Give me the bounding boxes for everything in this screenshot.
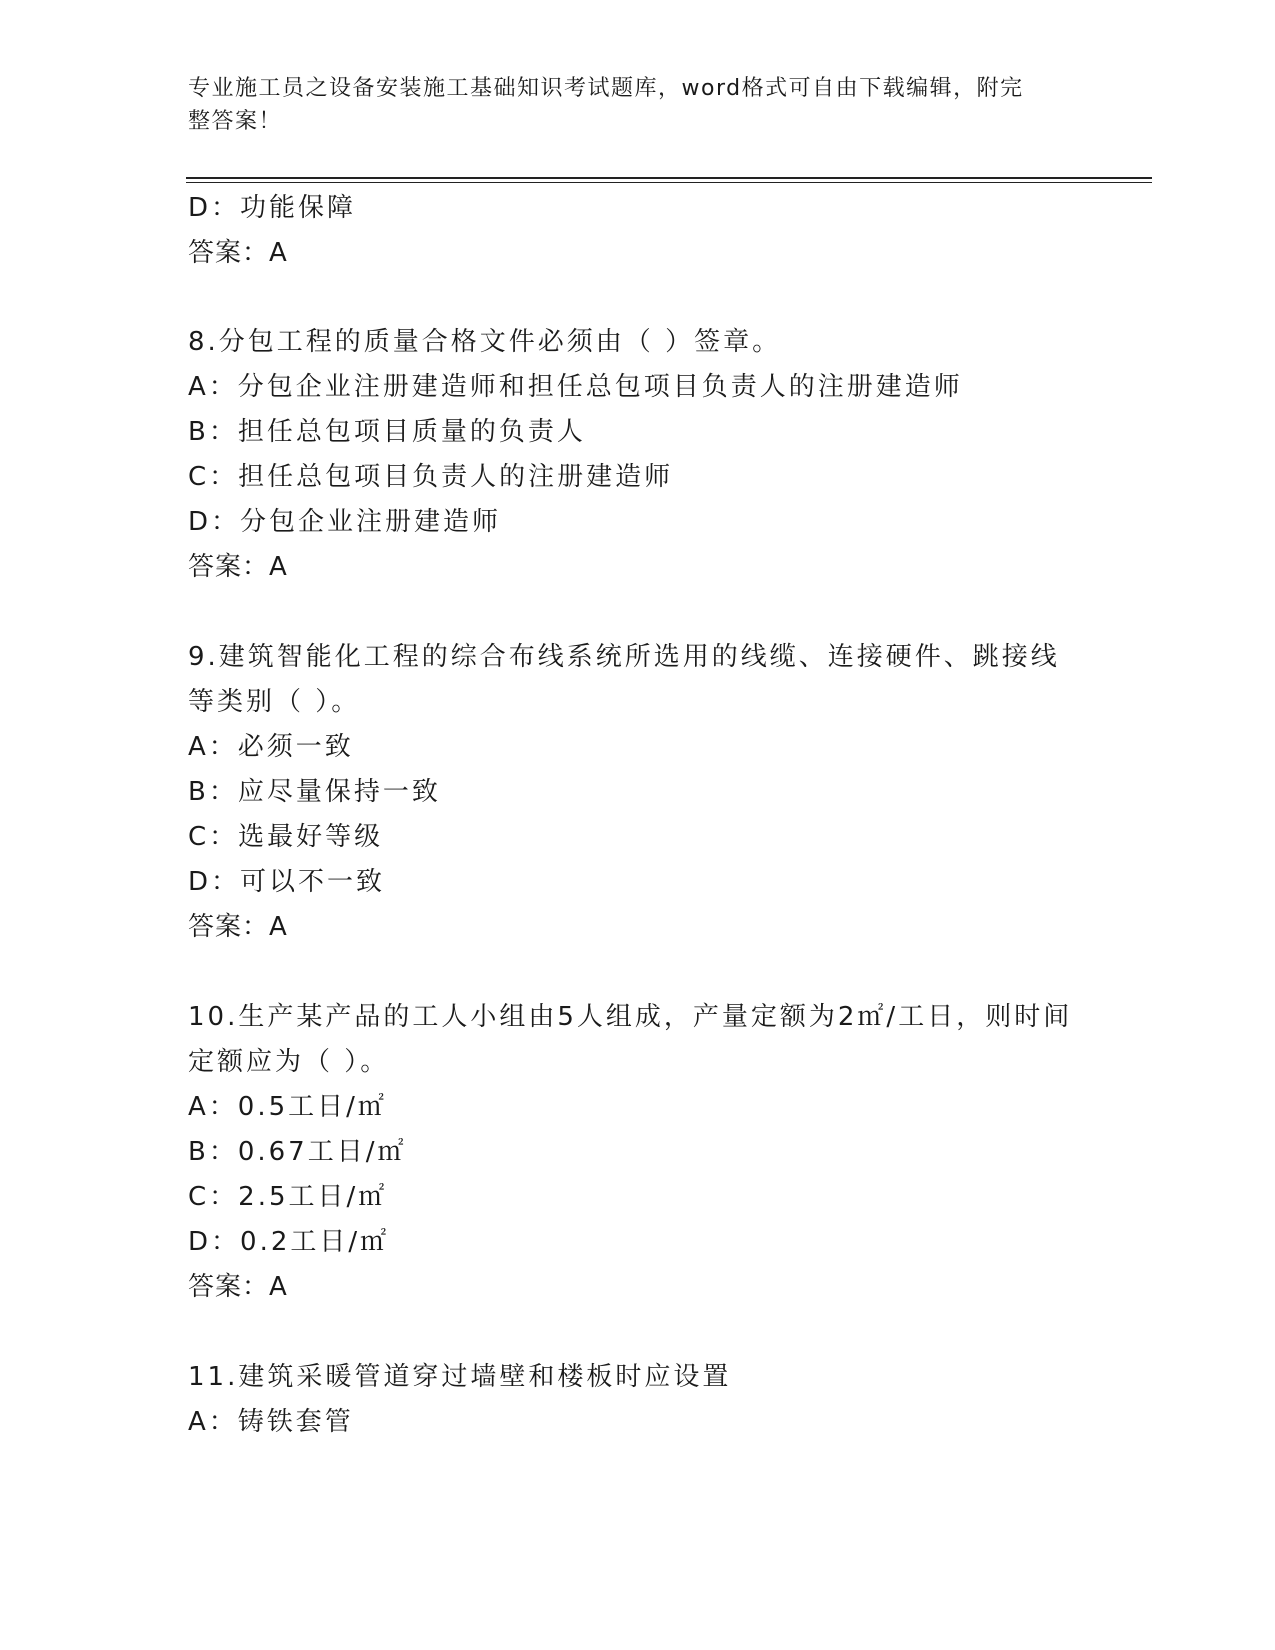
option-b: B：担任总包项目质量的负责人 (188, 417, 586, 447)
option-a: A：必须一致 (188, 732, 354, 762)
question-9-cont: 等类别（ ）。 (188, 687, 361, 717)
question-8: 8.分包工程的质量合格文件必须由（ ）签章。 (188, 327, 782, 357)
option-a: A：铸铁套管 (188, 1407, 354, 1437)
option-c: C：2.5工日/㎡ (188, 1182, 388, 1212)
option-b: B：0.67工日/㎡ (188, 1137, 407, 1167)
option-c: C：选最好等级 (188, 822, 384, 852)
question-10-cont: 定额应为（ ）。 (188, 1047, 390, 1077)
header-line-2: 整答案！ (188, 109, 283, 134)
header-divider-thick (186, 177, 1152, 179)
option-d: D：分包企业注册建造师 (188, 507, 502, 537)
question-10: 10.生产某产品的工人小组由5人组成，产量定额为2㎡/工日，则时间 (188, 1002, 1073, 1032)
header-line-1: 专业施工员之设备安装施工基础知识考试题库，word格式可自由下载编辑，附完 (188, 76, 1024, 101)
question-11: 11.建筑采暖管道穿过墙壁和楼板时应设置 (188, 1362, 732, 1392)
answer-line: 答案：A (188, 238, 288, 268)
answer-line: 答案：A (188, 552, 288, 582)
option-a: A：分包企业注册建造师和担任总包项目负责人的注册建造师 (188, 372, 963, 402)
document-header (188, 72, 1078, 138)
option-a: A：0.5工日/㎡ (188, 1092, 387, 1122)
option-c: C：担任总包项目负责人的注册建造师 (188, 462, 674, 492)
option-d: D：功能保障 (188, 193, 357, 223)
answer-line: 答案：A (188, 1272, 288, 1302)
option-d: D：可以不一致 (188, 867, 386, 897)
option-b: B：应尽量保持一致 (188, 777, 441, 807)
option-d: D：0.2工日/㎡ (188, 1227, 390, 1257)
header-divider-thin (186, 182, 1152, 183)
answer-line: 答案：A (188, 912, 288, 942)
question-9: 9.建筑智能化工程的综合布线系统所选用的线缆、连接硬件、跳接线 (188, 642, 1060, 672)
